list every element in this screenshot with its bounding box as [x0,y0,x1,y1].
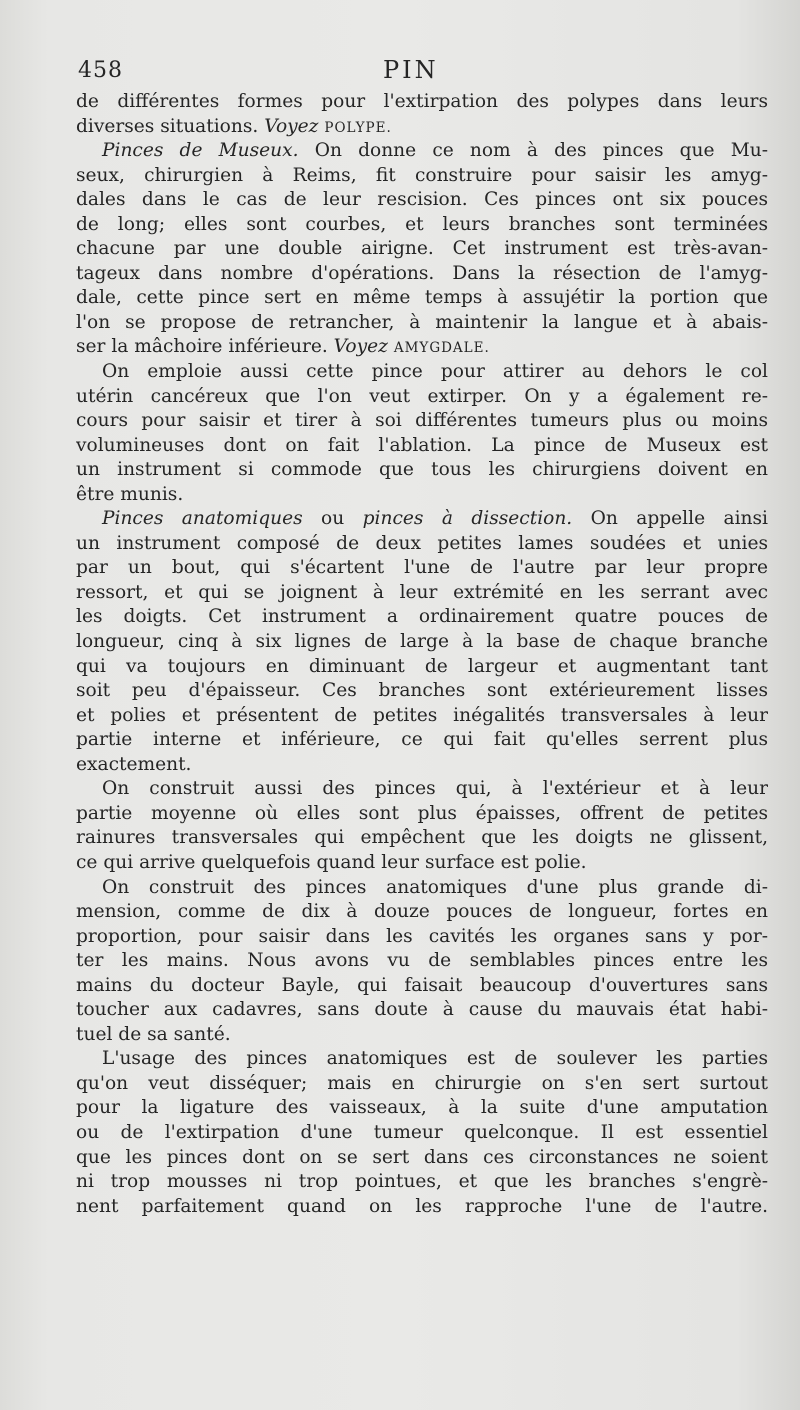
text-line: mension, comme de dix à douze pouces de longueur, fortes en [76,901,768,923]
text-line: qu'on veut disséquer; mais en chirurgie on s'en sert surtout [76,1072,768,1094]
text-line: partie moyenne où elles sont plus épaisses, offrent de petites [76,802,768,824]
text-line: On construit aussi des pinces qui, à l'extérieur et à leur [102,778,768,800]
page-number: 458 [78,58,123,83]
text-line: diverses situations. Voyez POLYPE. [76,115,392,137]
text-line: ou de l'extirpation d'une tumeur quelconque. Il est essentiel [76,1121,768,1143]
text-line: proportion, pour saisir dans les cavités les organes sans y por- [76,925,768,947]
text-line: toucher aux cadavres, sans doute à cause du mauvais état habi- [76,999,768,1021]
text-line: l'on se propose de retrancher, à maintenir la langue et à abais- [76,311,768,333]
text-line: et polies et présentent de petites inégalités transversales à leur [76,704,768,726]
text-line: nent parfaitement quand on les rapproche l'une de l'autre. [76,1195,768,1217]
text-line: rainures transversales qui empêchent que les doigts ne glissent, [76,827,768,849]
text-line: ni trop mousses ni trop pointues, et que les branches s'engrè- [76,1171,768,1193]
text-line: par un bout, qui s'écartent l'une de l'autre par leur propre [76,557,768,579]
running-head: PIN [383,56,439,84]
text-line: mains du docteur Bayle, qui faisait beaucoup d'ouvertures sans [76,974,768,996]
text-line: les doigts. Cet instrument a ordinairement quatre pouces de [76,606,768,628]
text-line: chacune par une double airigne. Cet instrument est très-avan- [76,238,768,260]
text-line: cours pour saisir et tirer à soi différentes tumeurs plus ou moins [76,410,768,432]
text-line: qui va toujours en diminuant de largeur et augmentant tant [76,655,768,677]
text-line: ter les mains. Nous avons vu de semblables pinces entre les [76,950,768,972]
text-line: tageux dans nombre d'opérations. Dans la résection de l'amyg- [76,262,768,284]
text-line: être munis. [76,483,184,505]
body-text [76,90,768,1219]
text-line: On construit des pinces anatomiques d'une plus grande di- [102,876,768,898]
text-line: L'usage des pinces anatomiques est de soulever les parties [102,1048,768,1070]
text-line: que les pinces dont on se sert dans ces circonstances ne soient [76,1146,768,1168]
text-line: volumineuses dont on fait l'ablation. La pince de Museux est [76,434,768,456]
text-line: un instrument composé de deux petites lames soudées et unies [76,532,768,554]
text-line: de différentes formes pour l'extirpation des polypes dans leurs [76,91,768,112]
text-line: de long; elles sont courbes, et leurs branches sont terminées [76,213,768,235]
text-line: ce qui arrive quelquefois quand leur surface est polie. [76,851,587,873]
text-line: ressort, et qui se joignent à leur extrémité en les serrant avec [76,581,768,603]
text-line: tuel de sa santé. [76,1023,231,1045]
text-line: un instrument si commode que tous les chirurgiens doivent en [76,459,768,481]
text-line: pour la ligature des vaisseaux, à la suite d'une amputation [76,1097,768,1119]
text-line: Pinces de Museux. On donne ce nom à des pinces que Mu- [102,140,768,162]
text-line: dales dans le cas de leur rescision. Ces pinces ont six pouces [76,189,768,211]
text-line: utérin cancéreux que l'on veut extirper. On y a également re- [76,385,768,407]
text-line: seux, chirurgien à Reims, fit construire pour saisir les amyg- [76,164,768,186]
page-header [78,52,764,92]
text-line: longueur, cinq à six lignes de large à la base de chaque branche [76,631,768,653]
text-line: exactement. [76,753,192,775]
text-line: On emploie aussi cette pince pour attirer au dehors le col [102,361,768,383]
text-line: partie interne et inférieure, ce qui fait qu'elles serrent plus [76,729,768,751]
text-line: Pinces anatomiques ou pinces à dissection. On appelle ainsi [102,508,768,530]
text-line: ser la mâchoire inférieure. Voyez AMYGDALE. [76,336,490,358]
text-line: dale, cette pince sert en même temps à assujétir la portion que [76,287,768,309]
text-line: soit peu d'épaisseur. Ces branches sont extérieurement lisses [76,680,768,702]
